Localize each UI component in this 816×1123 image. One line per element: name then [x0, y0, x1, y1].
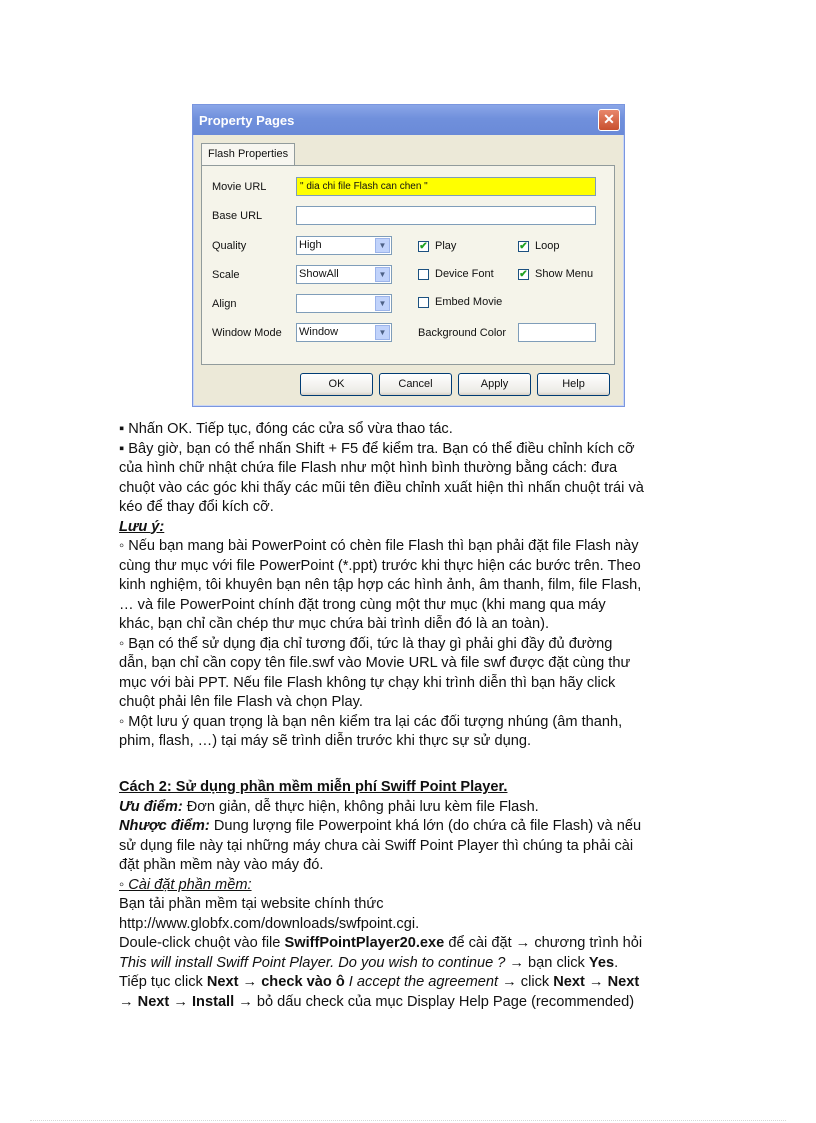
step-text: → click — [498, 974, 554, 990]
step-text: → — [169, 993, 192, 1010]
paragraph-line: ▪ Bây giờ, bạn có thể nhấn Shift + F5 để kiểm tra. Bạn có thể điều chỉnh kích cỡ — [119, 440, 635, 457]
embed-movie-label: Embed Movie — [435, 296, 503, 308]
checkbox-box[interactable]: ✔ — [519, 268, 528, 280]
show-menu-label: Show Menu — [535, 268, 594, 280]
paragraph-line: mục với bài PPT. Nếu file Flash không tự chạy khi trình diễn thì bạn hãy click — [119, 674, 616, 691]
paragraph-line: kéo để thay đổi kích cỡ. — [119, 499, 274, 515]
background-color-field[interactable] — [518, 323, 596, 342]
window-mode-label: Window Mode — [212, 327, 282, 339]
step-text: → — [584, 974, 608, 990]
paragraph-line: chuột vào các góc khi thấy các mũi tên điều chỉnh xuất hiện thì nhấn chuột trái và — [119, 479, 644, 496]
method-2-heading: Cách 2: Sử dụng phần mềm miễn phí Swiff Point Player. — [119, 779, 508, 795]
instructions-text — [119, 420, 709, 752]
step-line — [119, 973, 709, 993]
advantage-label: Ưu điểm: — [119, 798, 183, 815]
installer-filename: SwiffPointPlayer20.exe — [284, 935, 445, 951]
step-line — [119, 993, 709, 1013]
background-color-label: Background Color — [418, 327, 507, 339]
paragraph-line: ◦ Nếu bạn mang bài PowerPoint có chèn file Flash thì bạn phải đặt file Flash này — [119, 538, 639, 554]
quality-value: High — [299, 239, 322, 251]
checkbox-box[interactable]: ✔ — [519, 240, 528, 252]
paragraph-line: Bạn tải phần mềm tại website chính thức — [119, 896, 384, 912]
download-url: http://www.globfx.com/downloads/swfpoint.cgi. — [119, 915, 420, 932]
paragraph-line: cùng thư mục với file PowerPoint (*.ppt) trước khi thực hiện các bước trên. Theo — [119, 557, 641, 574]
paragraph-line: phim, flash, …) tại máy sẽ trình diễn trước khi thực sự sử dụng. — [119, 733, 532, 749]
property-pages-dialog — [192, 104, 625, 407]
disadvantage-label: Nhược điểm: — [119, 818, 210, 834]
paragraph-line: ▪ Nhấn OK. Tiếp tục, đóng các cửa sổ vừa thao tác. — [119, 421, 453, 437]
align-select[interactable] — [296, 294, 392, 313]
help-button[interactable]: Help — [537, 373, 610, 396]
paragraph-line: khác, bạn chỉ cần chép thư mục chứa bài trình diễn đó là an toàn). — [119, 616, 550, 632]
step-text: Doule-click chuột vào file — [119, 935, 285, 951]
cancel-button[interactable]: Cancel — [379, 373, 452, 396]
disadvantage-line — [119, 817, 709, 837]
scale-label: Scale — [212, 269, 240, 281]
dialog-title: Property Pages — [199, 112, 295, 128]
advantage-line — [119, 798, 709, 818]
movie-url-label: Movie URL — [212, 181, 267, 193]
tab-flash-properties[interactable]: Flash Properties — [201, 143, 295, 165]
flash-properties-panel — [201, 165, 615, 365]
checkbox-box[interactable] — [418, 297, 429, 308]
prompt-text: This will install Swiff Point Player. Do you wish to continue ? — [119, 954, 506, 971]
step-text: → bạn click — [505, 954, 589, 971]
quality-label: Quality — [212, 240, 247, 252]
paragraph-line: … và file PowerPoint chính đặt trong cùng một thư mục (khi mang qua máy — [119, 596, 606, 613]
method-2-text — [119, 778, 709, 1012]
checkbox-box[interactable]: ✔ — [419, 240, 428, 252]
align-label: Align — [212, 298, 237, 310]
apply-button[interactable]: Apply — [458, 373, 531, 396]
paragraph-line: ◦ Bạn có thể sử dụng địa chỉ tương đối, tức là thay gì phải ghi đầy đủ đường — [119, 635, 613, 652]
step-bold: Next → check vào ô — [206, 974, 345, 990]
step-bold: Next — [137, 993, 170, 1010]
step-line — [119, 954, 709, 974]
paragraph-line: của hình chữ nhật chứa file Flash như một hình bình thường bằng cách: đưa — [119, 460, 618, 476]
show-menu-checkbox[interactable] — [518, 268, 593, 280]
note-heading: Lưu ý: — [119, 518, 165, 535]
base-url-label: Base URL — [212, 210, 263, 222]
paragraph-line: kinh nghiệm, tôi khuyên bạn nên tập hợp các hình ảnh, âm thanh, film, file Flash, — [119, 577, 642, 593]
chevron-down-icon[interactable]: ▼ — [375, 267, 390, 282]
install-heading: ◦ Cài đặt phần mềm: — [119, 876, 252, 893]
scale-value: ShowAll — [299, 268, 339, 280]
device-font-checkbox[interactable] — [418, 268, 494, 280]
paragraph-line: đặt phần mềm này vào máy đó. — [119, 857, 324, 873]
step-text: . — [614, 954, 619, 971]
step-line — [119, 934, 709, 954]
play-label: Play — [435, 240, 457, 252]
base-url-field[interactable] — [296, 206, 596, 225]
paragraph-line: chuột phải lên file Flash và chọn Play. — [119, 694, 363, 710]
page-footer-divider — [30, 1120, 786, 1121]
play-checkbox[interactable] — [418, 240, 456, 252]
dialog-titlebar — [193, 105, 624, 135]
step-text: → bỏ dấu check của mục Display Help Page (recommended) — [234, 993, 635, 1010]
loop-label: Loop — [535, 240, 560, 252]
step-bold: Install — [192, 993, 235, 1010]
paragraph-line: sử dụng file này tại những máy chưa cài Swiff Point Player thì chúng ta phải cài — [119, 837, 634, 854]
chevron-down-icon[interactable]: ▼ — [375, 325, 390, 340]
step-text: để cài đặt → chương trình hỏi — [444, 935, 643, 951]
step-bold: Next — [607, 974, 640, 990]
chevron-down-icon[interactable]: ▼ — [375, 238, 390, 253]
window-mode-select[interactable] — [296, 323, 392, 342]
paragraph-line: ◦ Một lưu ý quan trọng là bạn nên kiểm tra lại các đối tượng nhúng (âm thanh, — [119, 713, 623, 730]
device-font-label: Device Font — [435, 268, 494, 280]
ok-button[interactable]: OK — [300, 373, 373, 396]
loop-checkbox[interactable] — [518, 240, 559, 252]
quality-select[interactable] — [296, 236, 392, 255]
chevron-down-icon[interactable]: ▼ — [375, 296, 390, 311]
step-bold: Next — [553, 974, 585, 990]
close-icon[interactable]: ✕ — [598, 109, 620, 131]
advantage-text: Đơn giản, dễ thực hiện, không phải lưu kèm file Flash. — [182, 798, 539, 815]
yes-label: Yes — [588, 954, 615, 971]
scale-select[interactable] — [296, 265, 392, 284]
paragraph-line: dẫn, bạn chỉ cần copy tên file.swf vào Movie URL và file swf được đặt cùng thư — [119, 655, 631, 671]
disadvantage-text: Dung lượng file Powerpoint khá lớn (do chứa cả file Flash) và nếu — [209, 818, 642, 834]
step-text: Tiếp tục click — [119, 974, 207, 990]
agreement-text: I accept the agreement — [344, 974, 499, 990]
checkbox-box[interactable] — [418, 269, 429, 280]
window-mode-value: Window — [299, 326, 339, 338]
step-text: → — [119, 993, 138, 1010]
embed-movie-checkbox[interactable] — [418, 296, 502, 308]
movie-url-field[interactable]: " dia chi file Flash can chen " — [296, 177, 596, 196]
